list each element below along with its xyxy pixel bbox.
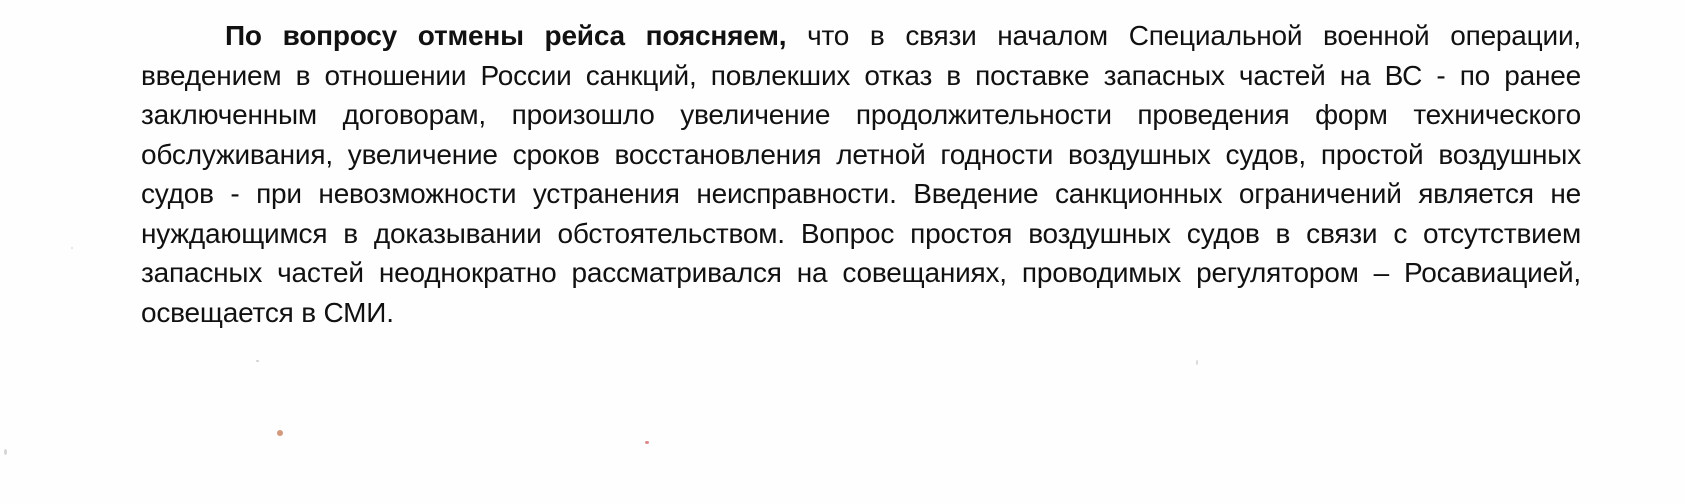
paragraph-lead: По вопросу отмены рейса поясняем, (225, 20, 787, 51)
scan-speck (4, 449, 7, 455)
scan-speck (71, 247, 73, 249)
body-paragraph (141, 16, 1581, 332)
paragraph-body: что в связи началом Специальной военной операции, введением в отношении России санкций, повлекших отказ в поставке запасных частей на ВС - по ранее заключенным договорам, произошло увеличение продолжительности проведения форм технического обслуживания, увеличение сроков восстановления летной годности воздушных судов, простой воздушных судов - при невозможности устранения неисправности. Введение санкционных ограничений является не нуждающимся в доказывании обстоятельством. Вопрос простоя воздушных судов в связи с отсутствием запасных частей неоднократно рассматривался на совещаниях, проводимых регулятором – Росавиацией, освещается в СМИ. (141, 20, 1581, 328)
scan-speck (277, 430, 283, 436)
scan-speck (1196, 360, 1198, 365)
scan-speck (256, 360, 259, 362)
scan-speck (645, 441, 649, 444)
